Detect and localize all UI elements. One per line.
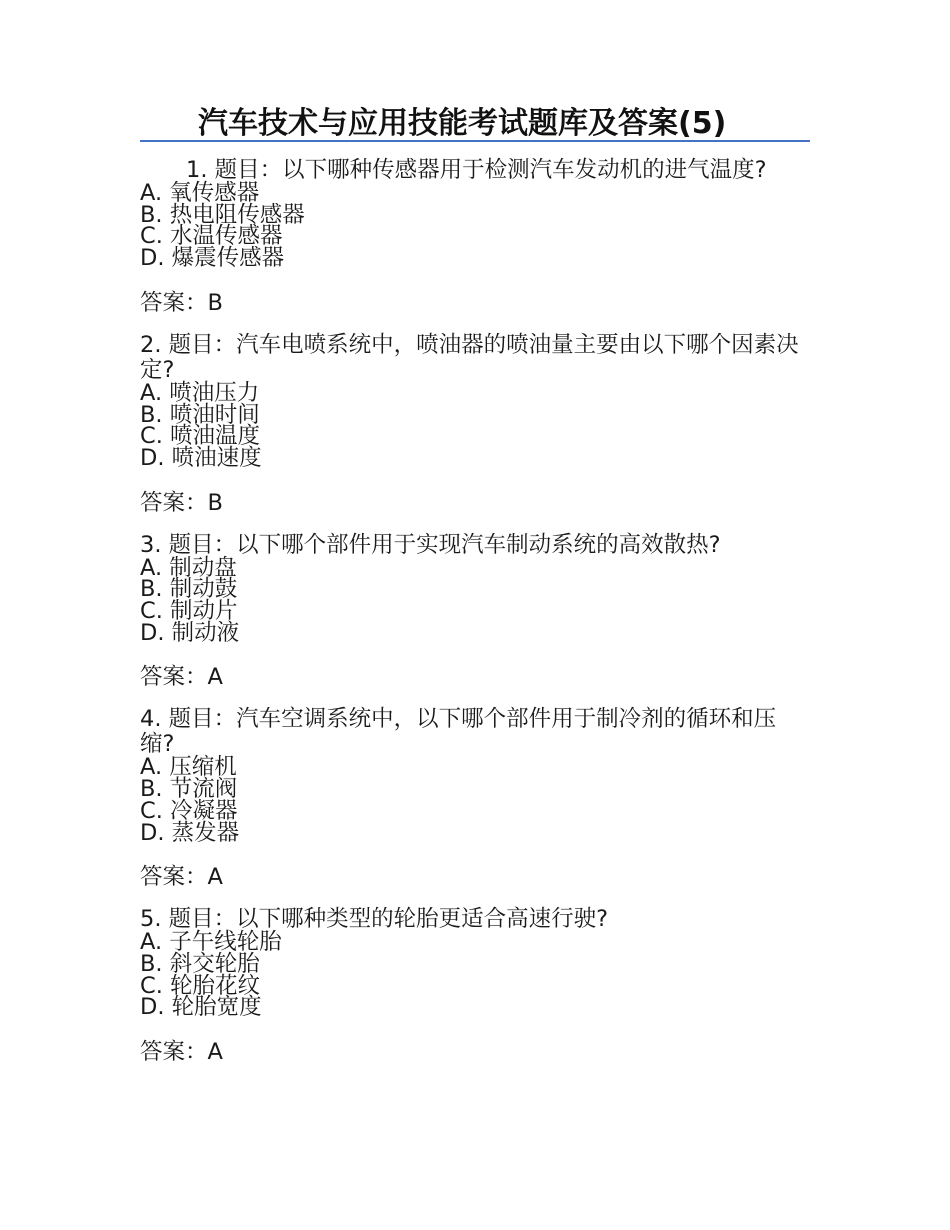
question-list	[140, 158, 800, 1065]
option-b: B. 斜交轮胎	[140, 950, 260, 977]
question-5	[140, 907, 800, 1065]
option-d: D. 爆震传感器	[140, 245, 285, 272]
option-d: D. 蒸发器	[140, 819, 240, 846]
option-c: C. 喷油温度	[140, 423, 261, 450]
option-b: B. 热电阻传感器	[140, 201, 305, 228]
answer-line: 答案：B	[140, 289, 223, 316]
option-d: D. 轮胎宽度	[140, 994, 262, 1021]
question-stem: 1. 题目：以下哪种传感器用于检测汽车发动机的进气温度?	[186, 157, 767, 183]
option-a: A. 喷油压力	[140, 379, 260, 406]
title-underline	[140, 140, 810, 142]
option-d: D. 喷油速度	[140, 444, 262, 471]
option-a: A. 氧传感器	[140, 180, 260, 206]
option-b: B. 节流阀	[140, 776, 238, 803]
question-1	[140, 158, 800, 316]
option-c: C. 轮胎花纹	[140, 972, 261, 999]
document-title: 汽车技术与应用技能考试题库及答案(5)	[198, 106, 727, 141]
option-b: B. 喷油时间	[140, 401, 260, 428]
answer-line: 答案：B	[140, 489, 223, 516]
question-2	[140, 333, 800, 516]
question-stem: 3. 题目：以下哪个部件用于实现汽车制动系统的高效散热?	[140, 531, 721, 558]
question-stem: 2. 题目：汽车电喷系统中，喷油器的喷油量主要由以下哪个因素决定?	[140, 331, 799, 383]
question-4	[140, 707, 800, 890]
option-d: D. 制动液	[140, 619, 240, 646]
answer-line: 答案：A	[140, 664, 223, 691]
question-stem: 5. 题目：以下哪种类型的轮胎更适合高速行驶?	[140, 906, 609, 933]
option-c: C. 制动片	[140, 598, 238, 625]
answer-line: 答案：A	[140, 864, 223, 891]
option-c: C. 冷凝器	[140, 797, 238, 824]
question-3	[140, 533, 800, 691]
option-a: A. 压缩机	[140, 754, 237, 781]
option-a: A. 制动盘	[140, 554, 237, 581]
option-a: A. 子午线轮胎	[140, 929, 282, 956]
option-c: C. 水温传感器	[140, 223, 283, 250]
question-stem: 4. 题目：汽车空调系统中，以下哪个部件用于制冷剂的循环和压缩?	[140, 706, 777, 758]
option-b: B. 制动鼓	[140, 576, 238, 603]
answer-line: 答案：A	[140, 1039, 223, 1066]
